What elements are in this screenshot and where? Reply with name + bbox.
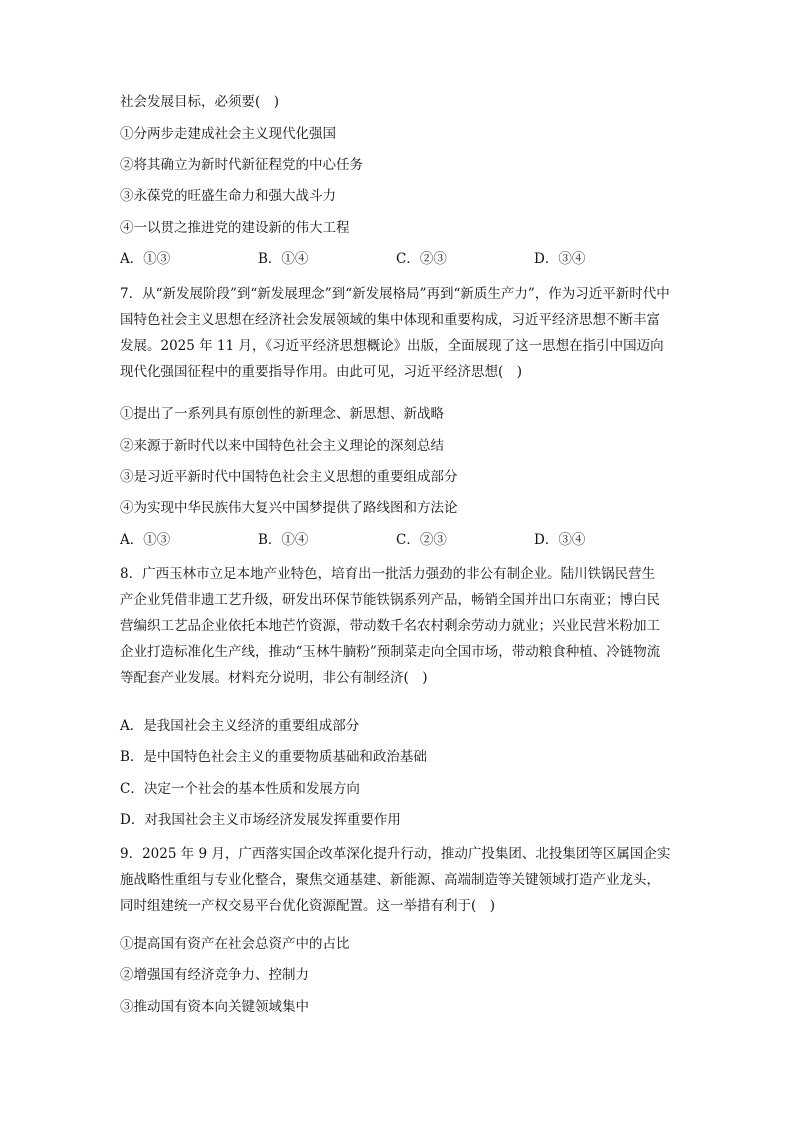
- q7-option-d: D．③④: [534, 532, 586, 548]
- q8-stem-line-1: 8．广西玉林市立足本地产业特色，培育出一批活力强劲的非公有制企业。陆川铁锅民营生: [120, 566, 656, 582]
- q8-option-c: C．决定一个社会的基本性质和发展方向: [120, 781, 360, 797]
- q7-item-4: ④为实现中华民族伟大复兴中国梦提供了路线图和方法论: [120, 500, 458, 516]
- q9-stem-line-1: 9．2025 年 9 月，广西落实国企改革深化提升行动，推动广投集团、北投集团等区属国企实: [120, 846, 671, 862]
- q7-stem-line-4: 现代化强国征程中的重要指导作用。由此可见，习近平经济思想( ): [120, 364, 523, 380]
- q8-option-b: B．是中国特色社会主义的重要物质基础和政治基础: [120, 749, 427, 765]
- q6-option-a: A．①③: [120, 251, 171, 267]
- q6-item-4: ④一以贯之推进党的建设新的伟大工程: [120, 220, 350, 236]
- q9-item-2: ②增强国有经济竞争力、控制力: [120, 967, 309, 983]
- q7-stem-line-3: 发展。2025 年 11 月，《习近平经济思想概论》出版，全面展现了这一思想在指引中国迈向: [120, 338, 664, 354]
- q9-stem: [120, 841, 680, 919]
- q9-stem-line-3: 同时组建统一产权交易平台优化资源配置。这一举措有利于( ): [120, 898, 496, 914]
- q6-option-b: B．①④: [258, 251, 309, 267]
- q8-stem-line-4: 企业打造标准化生产线，推动“玉林牛腩粉”预制菜走向全国市场，带动粮食种植、冷链物流: [120, 644, 661, 660]
- q6-option-d: D．③④: [534, 251, 586, 267]
- q8-stem-line-3: 营编织工艺品企业依托本地芒竹资源，带动数千名农村剩余劳动力就业；兴业民营米粉加工: [120, 618, 660, 634]
- q7-stem: [120, 281, 680, 385]
- q9-item-3: ③推动国有资本向关键领域集中: [120, 999, 309, 1015]
- q7-stem-line-2: 国特色社会主义思想在经济社会发展领域的集中体现和重要构成，习近平经济思想不断丰富: [120, 312, 660, 328]
- q6-item-1: ①分两步走建成社会主义现代化强国: [120, 126, 336, 142]
- q6-options: [120, 249, 680, 269]
- q8-stem: [120, 561, 680, 691]
- q6-item-2: ②将其确立为新时代新征程党的中心任务: [120, 157, 363, 173]
- q6-stem-tail: 社会发展目标，必须要( ): [120, 94, 280, 110]
- q8-stem-line-2: 产企业凭借非遗工艺升级，研发出环保节能铁锅系列产品，畅销全国并出口东南亚；博白民: [120, 592, 660, 608]
- q9-stem-line-2: 施战略性重组与专业化整合，聚焦交通基建、新能源、高端制造等关键领域打造产业龙头，: [120, 872, 660, 888]
- q7-options: [120, 530, 680, 550]
- q7-item-1: ①提出了一系列具有原创性的新理念、新思想、新战略: [120, 406, 444, 422]
- q7-option-b: B．①④: [258, 532, 309, 548]
- q7-item-2: ②来源于新时代以来中国特色社会主义理论的深刻总结: [120, 438, 444, 454]
- q8-option-d: D．对我国社会主义市场经济发展发挥重要作用: [120, 812, 401, 828]
- q7-stem-line-1: 7．从“新发展阶段”到“新发展理念”到“新发展格局”再到“新质生产力”，作为习近平新时代中: [120, 286, 670, 302]
- q7-item-3: ③是习近平新时代中国特色社会主义思想的重要组成部分: [120, 469, 458, 485]
- q6-option-c: C．②③: [396, 251, 447, 267]
- q8-stem-line-5: 等配套产业发展。材料充分说明，非公有制经济( ): [120, 670, 428, 686]
- q7-option-a: A．①③: [120, 532, 171, 548]
- q6-item-3: ③永葆党的旺盛生命力和强大战斗力: [120, 188, 336, 204]
- q8-option-a: A．是我国社会主义经济的重要组成部分: [120, 718, 360, 734]
- q7-option-c: C．②③: [396, 532, 447, 548]
- q9-item-1: ①提高国有资产在社会总资产中的占比: [120, 936, 350, 952]
